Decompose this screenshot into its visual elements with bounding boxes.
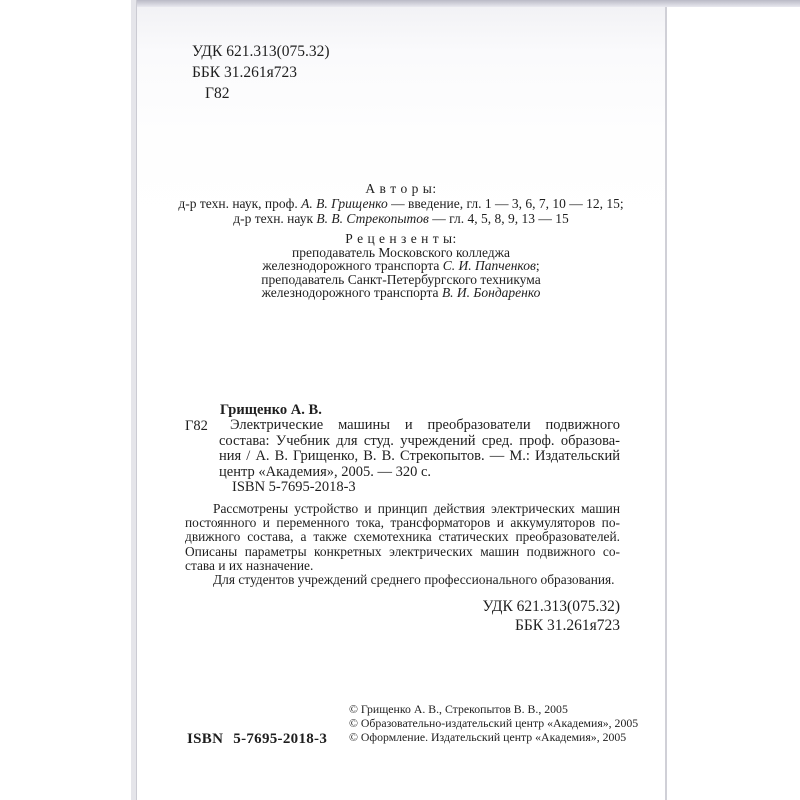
- scan-top-edge-shadow: [131, 0, 800, 7]
- reviewer-line-2-suffix: ;: [535, 258, 540, 274]
- annotation-line-3: движного состава, а также схемотехника статических преобразователей.: [185, 529, 620, 545]
- footer-isbn: ISBN 5-7695-2018-3: [187, 731, 328, 747]
- classification-codes-top: [192, 41, 330, 104]
- annotation-line-2: постоянного и переменного тока, трансформаторов и аккумуляторов по-: [185, 515, 620, 531]
- book-imprint-page: [137, 7, 667, 800]
- author-line-1-prefix: д-р техн. наук, проф.: [178, 196, 302, 211]
- reviewer-line-3: преподаватель Санкт-Петербургского техникума: [261, 271, 541, 287]
- catalog-entry-line-1: Электрические машины и преобразователи подвижного: [230, 417, 620, 433]
- catalog-author-sign: Г82: [185, 418, 208, 434]
- reviewer-name-bondarenko: В. И. Бондаренко: [441, 285, 541, 301]
- author-line-2: [137, 211, 665, 226]
- catalog-entry-line-3: ния / А. В. Грищенко, В. В. Стрекопытов. — М.: Издательский: [219, 448, 620, 464]
- annotation-line-1: Рассмотрены устройство и принцип действия электрических машин: [213, 501, 620, 516]
- annotation-line-4: Описаны параметры конкретных электрических машин подвижного со-: [185, 543, 620, 559]
- reviewer-line-2: [137, 259, 665, 273]
- copyright-line-1: © Грищенко А. В., Стрекопытов В. В., 2005: [349, 702, 568, 716]
- bbk-code-bottom: ББК 31.261я723: [514, 616, 620, 634]
- copyright-line-3: © Оформление. Издательский центр «Академия», 2005: [349, 729, 627, 744]
- catalog-entry: [219, 418, 620, 496]
- classification-codes-bottom: [185, 598, 620, 635]
- reviewer-line-2-prefix: железнодорожного транспорта: [262, 258, 443, 274]
- author-line-1-suffix: — введение, гл. 1 — 3, 6, 7, 10 — 12, 15;: [387, 196, 624, 211]
- author-line-2-prefix: д-р техн. наук: [233, 211, 317, 226]
- author-line-1: [137, 196, 665, 211]
- reviewers-heading: Р е ц е н з е н т ы:: [345, 231, 457, 246]
- catalog-entry-line-4: центр «Академия», 2005. — 320 с.: [219, 463, 432, 480]
- bbk-code: ББК 31.261я723: [192, 64, 298, 81]
- authors-section: [137, 181, 665, 226]
- udc-code-bottom: УДК 621.313(075.32): [482, 598, 620, 615]
- copyright-block: [349, 703, 638, 745]
- reviewer-line-4-prefix: железнодорожного транспорта: [261, 285, 442, 301]
- annotation-section: [185, 502, 620, 587]
- udc-code: УДК 621.313(075.32): [192, 43, 330, 60]
- reviewer-line-1: преподаватель Московского колледжа: [292, 244, 510, 260]
- catalog-isbn: ISBN 5-7695-2018-3: [232, 479, 356, 495]
- author-sign: Г82: [205, 85, 230, 102]
- author-name-strekopytov: В. В. Стрекопытов: [316, 211, 429, 226]
- authors-heading: А в т о р ы:: [365, 181, 437, 196]
- catalog-author-heading: Грищенко А. В.: [220, 402, 322, 418]
- author-name-grishchenko: А. В. Грищенко: [301, 196, 388, 211]
- catalog-entry-line-2: состава: Учебник для студ. учреждений сред. проф. образова-: [219, 432, 620, 449]
- reviewers-section: [137, 232, 665, 300]
- annotation-line-5: става и их назначение.: [185, 557, 314, 573]
- reviewer-name-papchenkov: С. И. Папченков: [442, 258, 536, 274]
- author-line-2-suffix: — гл. 4, 5, 8, 9, 13 — 15: [428, 211, 569, 226]
- annotation-line-6: Для студентов учреждений среднего профессионального образования.: [213, 572, 615, 588]
- copyright-line-2: © Образовательно-издательский центр «Академия», 2005: [349, 715, 639, 730]
- reviewer-line-4: [137, 286, 665, 300]
